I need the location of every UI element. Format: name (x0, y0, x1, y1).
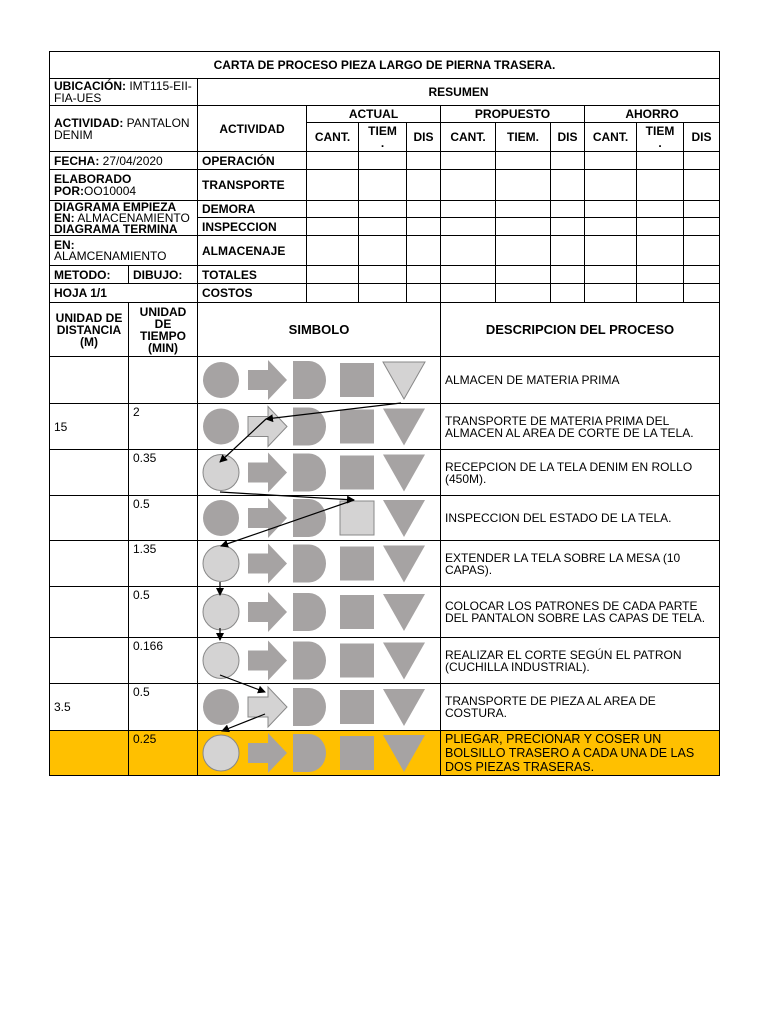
inspection-symbol (340, 736, 374, 770)
description-header: DESCRIPCION DEL PROCESO (441, 303, 720, 357)
step-time: 1.35 (129, 541, 198, 587)
sub-cant: CANT. (585, 123, 637, 152)
storage-symbol (383, 689, 425, 726)
step-row (50, 496, 720, 541)
activity-demora: DEMORA (198, 201, 307, 218)
process-chart-table (49, 51, 720, 776)
transport-symbol (248, 544, 287, 584)
termina-cell (50, 236, 198, 266)
step-symbols (198, 587, 441, 638)
delay-symbol (293, 734, 326, 772)
operation-symbol (203, 455, 239, 491)
hoja-label: HOJA 1/1 (50, 284, 198, 303)
delay-symbol (293, 642, 326, 680)
sub-tiem: TIEM. (496, 123, 551, 152)
step-description: ALMACEN DE MATERIA PRIMA (441, 357, 720, 404)
delay-symbol (293, 593, 326, 631)
inspection-symbol (340, 501, 374, 535)
resumen-header: RESUMEN (198, 79, 720, 106)
sub-tiem-text: TIEM (645, 124, 675, 138)
delay-symbol (293, 361, 326, 399)
symbol-strip (198, 541, 439, 586)
step-row (50, 731, 720, 776)
step-row (50, 357, 720, 404)
group-propuesto: PROPUESTO (441, 106, 585, 123)
delay-symbol (293, 408, 326, 446)
operation-symbol (203, 735, 239, 771)
inspection-symbol (340, 410, 374, 444)
symbol-strip (198, 638, 439, 683)
symbol-strip (198, 450, 439, 495)
step-symbols (198, 450, 441, 496)
process-steps (50, 357, 720, 776)
delay-symbol (293, 499, 326, 537)
symbol-strip (198, 587, 439, 637)
symbol-strip (198, 357, 439, 403)
empieza-cell (50, 201, 198, 236)
actividad-info-cell (50, 106, 198, 152)
sub-tiem (359, 123, 407, 152)
step-description: EXTENDER LA TELA SOBRE LA MESA (10 CAPAS). (441, 541, 720, 587)
group-ahorro: AHORRO (585, 106, 720, 123)
inspection-symbol (340, 690, 374, 724)
step-symbols (198, 684, 441, 731)
operation-symbol (203, 594, 239, 630)
symbol-header: SIMBOLO (198, 303, 441, 357)
symbol-strip (198, 684, 439, 730)
step-description: PLIEGAR, PRECIONAR Y COSER UN BOLSILLO TRASERO A CADA UNA DE LAS DOS PIEZAS TRASERAS. (441, 731, 720, 776)
step-description: REALIZAR EL CORTE SEGÚN EL PATRON (CUCHILLA INDUSTRIAL). (441, 638, 720, 684)
operation-symbol (203, 689, 239, 725)
step-time: 0.5 (129, 587, 198, 638)
delay-symbol (293, 454, 326, 492)
step-distance (50, 496, 129, 541)
symbol-strip (198, 404, 439, 449)
symbol-strip (198, 731, 439, 775)
operation-symbol (203, 409, 239, 445)
step-row (50, 638, 720, 684)
step-row (50, 587, 720, 638)
transport-symbol (248, 641, 287, 681)
fecha-value: 27/04/2020 (102, 153, 163, 168)
step-row (50, 404, 720, 450)
empieza-en: EN: (54, 210, 75, 225)
step-time: 0.25 (129, 731, 198, 776)
step-symbols (198, 638, 441, 684)
transport-symbol (248, 687, 287, 727)
activity-inspeccion: INSPECCION (198, 218, 307, 236)
transport-symbol (248, 407, 287, 447)
transport-symbol (248, 498, 287, 538)
empieza-value: ALMACENAMIENTO (77, 210, 190, 225)
sub-tiem-text: TIEM (368, 124, 397, 138)
delay-symbol (293, 688, 326, 726)
transport-symbol (248, 360, 287, 400)
actividad-header: ACTIVIDAD (198, 106, 307, 152)
operation-symbol (203, 362, 239, 398)
step-distance (50, 450, 129, 496)
step-description: RECEPCION DE LA TELA DENIM EN ROLLO (450M). (441, 450, 720, 496)
step-distance (50, 357, 129, 404)
step-description: INSPECCION DEL ESTADO DE LA TELA. (441, 496, 720, 541)
storage-symbol (383, 455, 425, 492)
actividad-label: ACTIVIDAD: (54, 115, 124, 130)
step-time: 2 (129, 404, 198, 450)
step-distance (50, 587, 129, 638)
step-symbols (198, 541, 441, 587)
elaborado-label: ELABORADO (54, 172, 132, 186)
transport-symbol (248, 733, 287, 773)
ubicacion-label: UBICACIÓN: (54, 79, 126, 93)
step-time (129, 357, 198, 404)
storage-symbol (383, 500, 425, 537)
dibujo-label: DIBUJO: (129, 266, 198, 284)
operation-symbol (203, 643, 239, 679)
inspection-symbol (340, 363, 374, 397)
termina-value: ALAMCENAMIENTO (54, 248, 167, 263)
activity-totales: TOTALES (198, 266, 307, 284)
operation-symbol (203, 546, 239, 582)
sub-dis: DIS (407, 123, 441, 152)
activity-transporte: TRANSPORTE (198, 170, 307, 201)
sub-cant: CANT. (307, 123, 359, 152)
inspection-symbol (340, 595, 374, 629)
delay-symbol (293, 545, 326, 583)
transport-symbol (248, 592, 287, 632)
transport-symbol (248, 453, 287, 493)
activity-operacion: OPERACIÓN (198, 152, 307, 170)
inspection-symbol (340, 456, 374, 490)
activity-costos: COSTOS (198, 284, 307, 303)
step-distance (50, 541, 129, 587)
fecha-cell (50, 152, 198, 170)
inspection-symbol (340, 547, 374, 581)
empieza-label: DIAGRAMA EMPIEZA (54, 200, 177, 214)
elaborado-value: OO10004 (84, 184, 137, 198)
time-header: UNIDAD DE TIEMPO (MIN) (129, 303, 198, 357)
elaborado-por: POR: (54, 184, 84, 198)
step-time: 0.5 (129, 496, 198, 541)
storage-symbol (383, 594, 425, 631)
step-time: 0.35 (129, 450, 198, 496)
step-row (50, 684, 720, 731)
step-row (50, 450, 720, 496)
storage-symbol (383, 643, 425, 680)
ubicacion-value: IMT115-EII-FIA-UES (54, 79, 192, 105)
step-time: 0.5 (129, 684, 198, 731)
sub-dis: DIS (684, 123, 720, 152)
sub-dis: DIS (551, 123, 585, 152)
step-description: COLOCAR LOS PATRONES DE CADA PARTE DEL PANTALON SOBRE LAS CAPAS DE TELA. (441, 587, 720, 638)
metodo-label: METODO: (50, 266, 129, 284)
sub-tiem-dot: . (380, 136, 385, 150)
elaborado-cell (50, 170, 198, 201)
step-time: 0.166 (129, 638, 198, 684)
step-description: TRANSPORTE DE MATERIA PRIMA DEL ALMACEN AL AREA DE CORTE DE LA TELA. (441, 404, 720, 450)
sub-tiem-dot: . (658, 136, 662, 150)
step-distance: 15 (50, 404, 129, 450)
step-description: TRANSPORTE DE PIEZA AL AREA DE COSTURA. (441, 684, 720, 731)
termina-en: EN: (54, 237, 75, 252)
storage-symbol (383, 546, 425, 583)
step-row (50, 541, 720, 587)
step-distance: 3.5 (50, 684, 129, 731)
step-distance (50, 638, 129, 684)
activity-almacenaje: ALMACENAJE (198, 236, 307, 266)
actividad-value: PANTALON DENIM (54, 115, 190, 142)
storage-symbol (383, 735, 425, 772)
step-symbols (198, 731, 441, 776)
termina-label: DIAGRAMA TERMINA (54, 221, 178, 236)
chart-title: CARTA DE PROCESO PIEZA LARGO DE PIERNA TRASERA. (50, 52, 720, 79)
sub-cant: CANT. (441, 123, 496, 152)
symbol-strip (198, 496, 439, 540)
sub-tiem (637, 123, 684, 152)
step-symbols (198, 496, 441, 541)
operation-symbol (203, 500, 239, 536)
inspection-symbol (340, 644, 374, 678)
ubicacion-cell (50, 79, 198, 106)
fecha-label: FECHA: (54, 153, 100, 168)
distance-header: UNIDAD DE DISTANCIA (M) (50, 303, 129, 357)
step-distance (50, 731, 129, 776)
storage-symbol (383, 409, 425, 446)
step-symbols (198, 404, 441, 450)
storage-symbol (383, 362, 425, 399)
step-symbols (198, 357, 441, 404)
group-actual: ACTUAL (307, 106, 441, 123)
